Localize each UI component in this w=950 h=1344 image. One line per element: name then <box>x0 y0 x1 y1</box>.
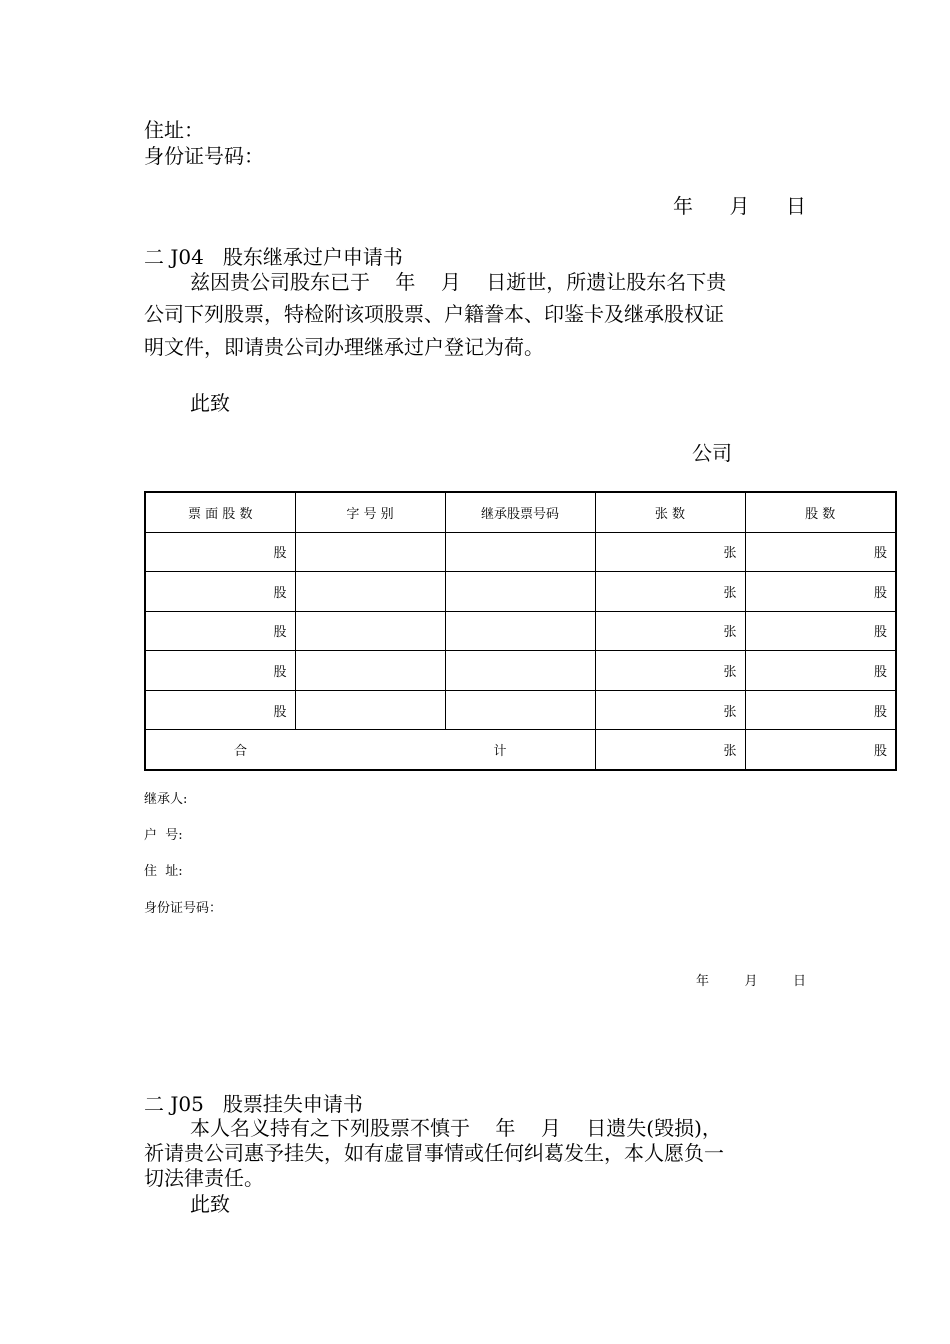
j05-paragraph-line-2: 祈请贵公司惠予挂失，如有虚冒事情或任何纠葛发生，本人愿负一 <box>144 1141 724 1165</box>
header-sheets: 张 数 <box>595 492 745 532</box>
cell-sheets[interactable]: 张 <box>595 690 745 730</box>
cell-stock-number[interactable] <box>445 532 595 572</box>
cell-sheets[interactable]: 张 <box>595 572 745 612</box>
cell-serial[interactable] <box>295 532 445 572</box>
total-label-right: 计 <box>493 744 507 760</box>
cell-sheets[interactable]: 张 <box>595 532 745 572</box>
id-number-label: 身份证号码： <box>144 144 264 168</box>
j04-paragraph-line-3: 明文件，即请贵公司办理继承过户登记为荷。 <box>144 335 544 359</box>
year-label: 年 <box>696 974 710 989</box>
j05-salutation: 此致 <box>190 1192 230 1216</box>
address-label: 住址： <box>144 118 204 142</box>
date-line-j04 <box>696 974 806 990</box>
cell-stock-number[interactable] <box>445 572 595 612</box>
j04-company: 公司 <box>692 441 732 465</box>
header-serial: 字 号 别 <box>295 492 445 532</box>
cell-shares[interactable]: 股 <box>745 611 896 651</box>
header-face-shares: 票 面 股 数 <box>145 492 295 532</box>
cell-sheets[interactable]: 张 <box>595 651 745 691</box>
j04-salutation: 此致 <box>190 391 230 415</box>
j05-paragraph-line-1: 本人名义持有之下列股票不慎于 年 月 日遗失(毁损)， <box>190 1116 722 1140</box>
cell-stock-number[interactable] <box>445 611 595 651</box>
header-stock-number: 继承股票号码 <box>445 492 595 532</box>
cell-serial[interactable] <box>295 651 445 691</box>
household-label: 户 号: <box>144 828 183 843</box>
heir-label: 继承人: <box>144 792 188 807</box>
year-label: 年 <box>673 194 693 218</box>
cell-face-shares[interactable]: 股 <box>145 651 295 691</box>
table-header-row <box>145 492 896 532</box>
table-row <box>145 651 896 691</box>
table-row <box>145 690 896 730</box>
cell-stock-number[interactable] <box>445 651 595 691</box>
header-shares: 股 数 <box>745 492 896 532</box>
cell-serial[interactable] <box>295 690 445 730</box>
j04-paragraph-line-1: 兹因贵公司股东已于 年 月 日逝世，所遗让股东名下贵 <box>190 270 727 294</box>
j05-paragraph-line-3: 切法律责任。 <box>144 1166 264 1190</box>
heir-id-label: 身份证号码： <box>144 901 223 916</box>
cell-shares[interactable]: 股 <box>745 651 896 691</box>
j04-heading: 二 J04 股东继承过户申请书 <box>144 245 403 269</box>
cell-stock-number[interactable] <box>445 690 595 730</box>
month-label: 月 <box>729 194 750 218</box>
cell-serial[interactable] <box>295 611 445 651</box>
cell-serial[interactable] <box>295 572 445 612</box>
cell-face-shares[interactable]: 股 <box>145 532 295 572</box>
inheritance-stock-table <box>144 491 897 771</box>
table-row <box>145 611 896 651</box>
total-sheets-cell[interactable]: 张 <box>595 730 745 770</box>
cell-face-shares[interactable]: 股 <box>145 572 295 612</box>
day-label: 日 <box>792 974 806 989</box>
cell-shares[interactable]: 股 <box>745 532 896 572</box>
j05-heading: 二 J05 股票挂失申请书 <box>144 1092 363 1116</box>
day-label: 日 <box>786 194 806 218</box>
date-line-top <box>673 194 806 218</box>
cell-shares[interactable]: 股 <box>745 690 896 730</box>
cell-shares[interactable]: 股 <box>745 572 896 612</box>
cell-face-shares[interactable]: 股 <box>145 611 295 651</box>
table-row <box>145 532 896 572</box>
j04-paragraph-line-2: 公司下列股票，特检附该项股票、户籍誊本、印鉴卡及继承股权证 <box>144 302 724 326</box>
cell-sheets[interactable]: 张 <box>595 611 745 651</box>
table-row <box>145 572 896 612</box>
total-label-left: 合 <box>234 744 248 760</box>
month-label: 月 <box>744 974 758 989</box>
cell-face-shares[interactable]: 股 <box>145 690 295 730</box>
total-shares-cell[interactable]: 股 <box>745 730 896 770</box>
total-label-cell <box>145 730 595 770</box>
heir-address-label: 住 址: <box>144 864 183 879</box>
table-total-row <box>145 730 896 770</box>
